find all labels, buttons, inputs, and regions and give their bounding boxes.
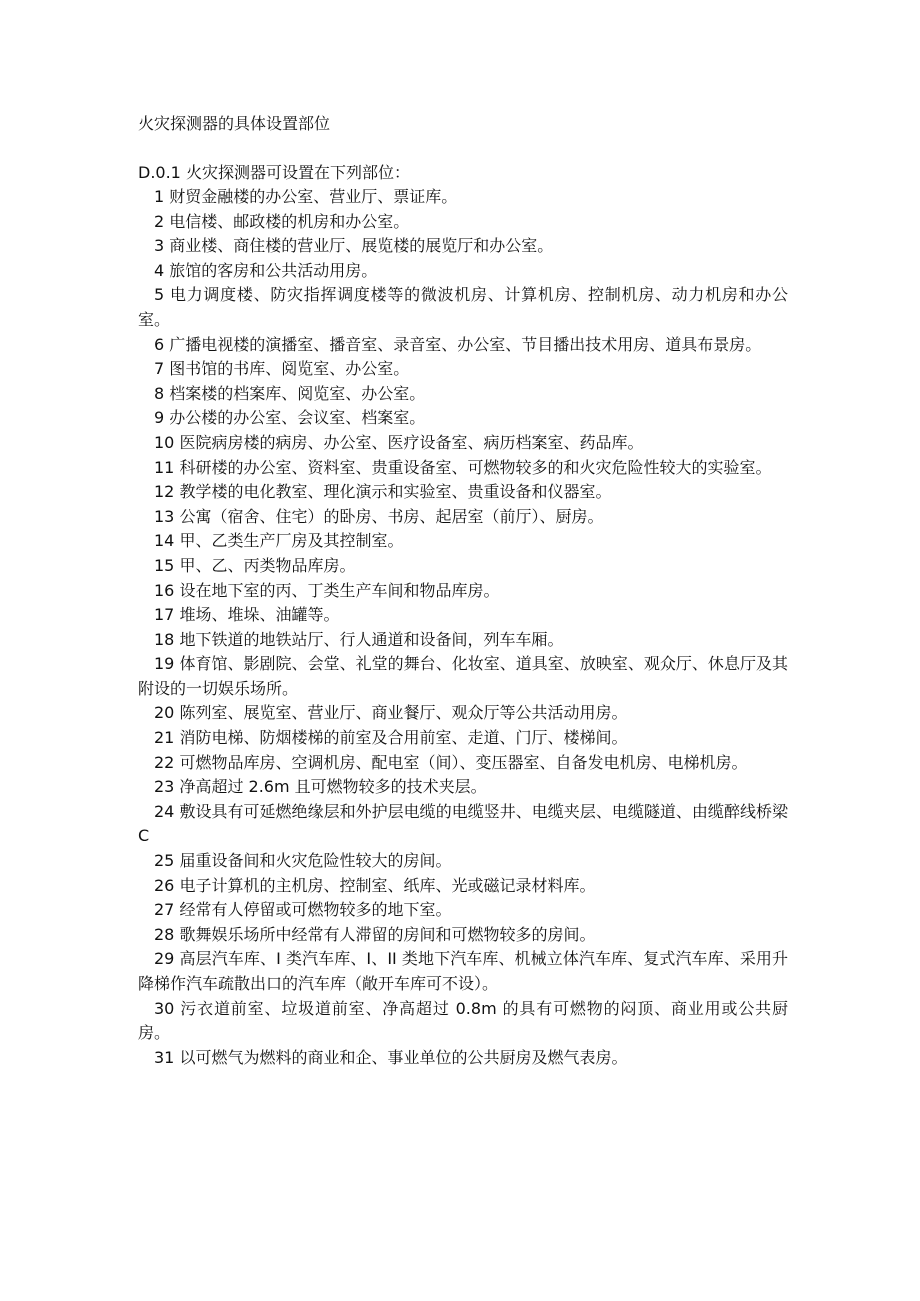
list-item: 25 届重设备间和火灾危险性较大的房间。 [154,851,452,871]
section-heading: D.0.1 火灾探测器可设置在下列部位： [138,163,410,182]
list-item: 5 电力调度楼、防灾指挥调度楼等的微波机房、计算机房、控制机房、动力机房和办公室。 [138,285,788,329]
list-item: 6 广播电视楼的演播室、播音室、录音室、办公室、节目播出技术用房、道具布景房。 [154,334,762,354]
list-item: 8 档案楼的档案库、阅览室、办公室。 [154,383,426,403]
list-item: 21 消防电梯、防烟楼梯的前室及合用前室、走道、门厅、楼梯间。 [154,728,628,748]
list-item: 4 旅馆的客房和公共活动用房。 [154,260,378,280]
list-item: 9 办公楼的办公室、会议室、档案室。 [154,408,426,428]
list-item: 13 公寓（宿舍、住宅）的卧房、书房、起居室（前厅）、厨房。 [154,506,604,526]
list-item: 23 净高超过 2.6m 且可燃物较多的技术夹层。 [154,777,487,797]
document-title: 火灾探测器的具体设置部位 [138,114,331,133]
list-item: 2 电信楼、邮政楼的机房和办公室。 [154,211,410,231]
list-item: 27 经常有人停留或可燃物较多的地下室。 [154,900,452,920]
list-item: 22 可燃物品库房、空调机房、配电室（间）、变压器室、自备发电机房、电梯机房。 [154,752,748,772]
list-item: 11 科研楼的办公室、资料室、贵重设备室、可燃物较多的和火灾危险性较大的实验室。 [154,457,772,477]
list-item: 12 教学楼的电化教室、理化演示和实验室、贵重设备和仪器室。 [154,482,612,502]
list-item: 7 图书馆的书库、阅览室、办公室。 [154,359,410,379]
list-item: 30 污衣道前室、垃圾道前室、净高超过 0.8m 的具有可燃物的闷顶、商业用或公共厨房。 [138,998,788,1043]
list-item: 15 甲、乙、丙类物品库房。 [154,555,356,575]
list-item: 29 高层汽车库、I 类汽车库、I、II 类地下汽车库、机械立体汽车库、复式汽车库、采用升降梯作汽车疏散出口的汽车库（敞开车库可不设）。 [138,949,788,993]
list-item: 31 以可燃气为燃料的商业和企、事业单位的公共厨房及燃气表房。 [154,1047,628,1067]
list-item: 17 堆场、堆垛、油罐等。 [154,605,340,625]
list-item: 24 敷设具有可延燃绝缘层和外护层电缆的电缆竖井、电缆夹层、电缆隧道、由缆醉线桥梁C [138,801,788,846]
list-item: 14 甲、乙类生产厂房及其控制室。 [154,531,404,551]
location-list [138,185,788,1070]
list-item: 10 医院病房楼的病房、办公室、医疗设备室、病历档案室、药品库。 [154,432,644,452]
list-item: 28 歌舞娱乐场所中经常有人滞留的房间和可燃物较多的房间。 [154,924,596,944]
list-item: 18 地下铁道的地铁站厅、行人通道和设备间，列车车厢。 [154,629,564,649]
list-item: 19 体育馆、影剧院、会堂、礼堂的舞台、化妆室、道具室、放映室、观众厅、休息厅及其附设的一切娱乐场所。 [138,654,788,698]
list-item: 20 陈列室、展览室、营业厅、商业餐厅、观众厅等公共活动用房。 [154,703,628,723]
document-page [138,112,788,1070]
list-item: 16 设在地下室的丙、丁类生产车间和物品库房。 [154,580,500,600]
list-item: 3 商业楼、商住楼的营业厅、展览楼的展览厅和办公室。 [154,236,554,256]
list-item: 26 电子计算机的主机房、控制室、纸库、光或磁记录材料库。 [154,875,596,895]
list-item: 1 财贸金融楼的办公室、营业厅、票证库。 [154,187,458,206]
